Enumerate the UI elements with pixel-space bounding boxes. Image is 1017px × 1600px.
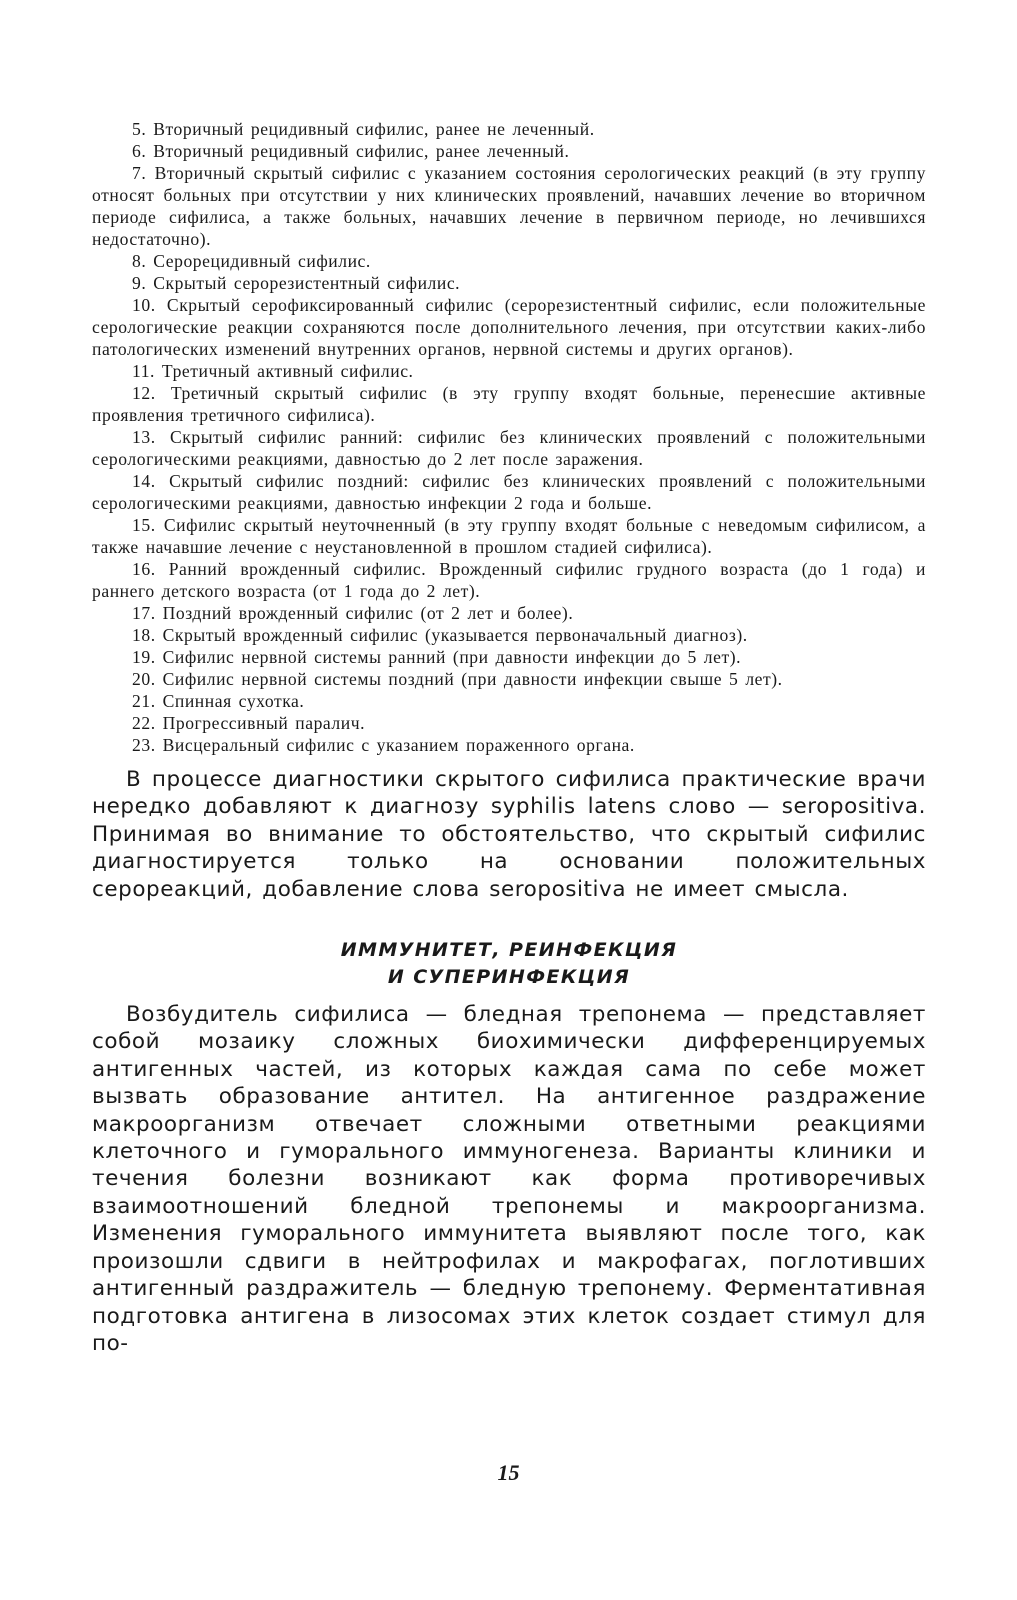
list-item: 8. Серорецидивный сифилис. [132,251,371,271]
section-heading [92,937,926,991]
paragraph-immunity: Возбудитель сифилиса — бледная трепонема — представляет собой мозаику сложных биохимически дифференцируемых антигенных частей, из которых каждая сама по себе может вызвать образование антител. На антигенное раздражение макроорганизм отвечает сложными ответными реакциями клеточного и гуморального иммуногенеза. Варианты клиники и течения болезни возникают как форма противоречивых взаимоотношений бледной трепонемы и макроорганизма. Изменения гуморального иммунитета выявляют после того, как произошли сдвиги в нейтрофилах и макрофагах, поглотивших антигенный раздражитель — бледную трепонему. Ферментативная подготовка антигена в лизосомах этих клеток создает стимул для по- [92,1002,926,1356]
list-item: 17. Поздний врожденный сифилис (от 2 лет и более). [132,603,574,623]
list-item: 21. Спинная сухотка. [132,691,305,711]
list-item: 19. Сифилис нервной системы ранний (при давности инфекции до 5 лет). [132,647,742,667]
list-item: 9. Скрытый серорезистентный сифилис. [132,273,461,293]
list-item: 14. Скрытый сифилис поздний: сифилис без клинических проявлений с положительными серологическими реакциями, давностью инфекции 2 года и больше. [92,471,926,513]
list-item: 12. Третичный скрытый сифилис (в эту группу входят больные, перенесшие активные проявления третичного сифилиса). [92,383,926,425]
list-item: 20. Сифилис нервной системы поздний (при давности инфекции свыше 5 лет). [132,669,783,689]
list-item: 13. Скрытый сифилис ранний: сифилис без клинических проявлений с положительными серологическими реакциями, давностью до 2 лет после заражения. [92,427,926,469]
classification-list [92,118,926,756]
list-item: 11. Третичный активный сифилис. [132,361,414,381]
list-item: 22. Прогрессивный паралич. [132,713,366,733]
list-item: 18. Скрытый врожденный сифилис (указывается первоначальный диагноз). [132,625,748,645]
page-content [92,118,926,1357]
list-item: 5. Вторичный рецидивный сифилис, ранее не леченный. [132,119,595,139]
page-number: 15 [497,1460,520,1485]
paragraph-seropositiva: В процессе диагностики скрытого сифилиса практические врачи нередко добавляют к диагнозу syphilis latens слово — seropositiva. Принимая во внимание то обстоятельство, что скрытый сифилис диагностируется только на основании положительных серореакций, добавление слова seropositiva не имеет смысла. [92,767,926,902]
list-item: 23. Висцеральный сифилис с указанием пораженного органа. [132,735,635,755]
list-item: 7. Вторичный скрытый сифилис с указанием состояния серологических реакций (в эту группу относят больных при отсутствии у них клинических проявлений, начавших лечение во вторичном периоде сифилиса, а также больных, начавших лечение в первичном периоде, но лечившихся недостаточно). [92,163,926,249]
list-item: 6. Вторичный рецидивный сифилис, ранее леченный. [132,141,570,161]
list-item: 10. Скрытый серофиксированный сифилис (серорезистентный сифилис, если положительные серологические реакции сохраняются после дополнительного лечения, при отсутствии каких-либо патологических изменений внутренних органов, нервной системы и других органов). [92,295,926,359]
list-item: 15. Сифилис скрытый неуточненный (в эту группу входят больные с неведомым сифилисом, а также начавшие лечение с неустановленной в прошлом стадией сифилиса). [92,515,926,557]
section-heading-line-2: И СУПЕРИНФЕКЦИЯ [387,966,631,989]
list-item: 16. Ранний врожденный сифилис. Врожденный сифилис грудного возраста (до 1 года) и раннего детского возраста (от 1 года до 2 лет). [92,559,926,601]
section-heading-line-1: ИММУНИТЕТ, РЕИНФЕКЦИЯ [340,939,678,962]
